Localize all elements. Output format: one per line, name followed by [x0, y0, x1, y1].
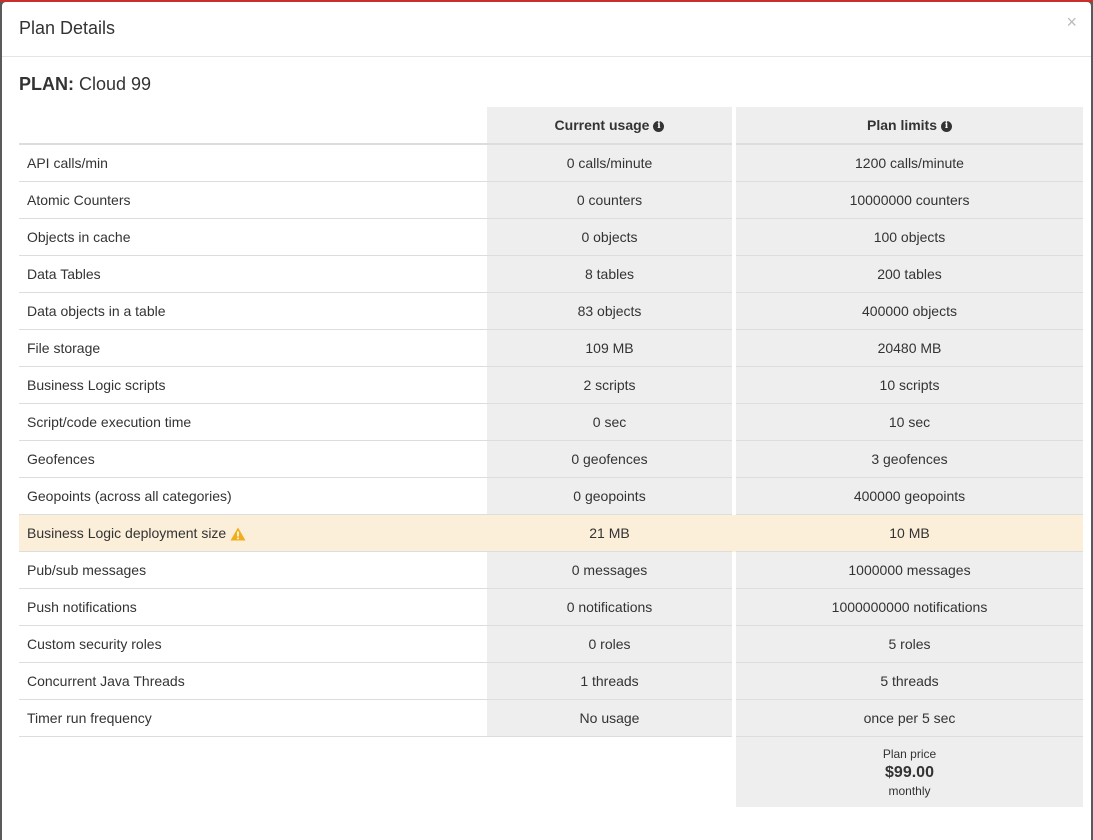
- row-current-usage: 0 geofences: [487, 441, 732, 478]
- row-current-usage: 2 scripts: [487, 367, 732, 404]
- modal-header: [2, 2, 1091, 57]
- table-row: [19, 145, 1083, 182]
- header-plan-limits: [736, 107, 1083, 145]
- row-name: [19, 330, 487, 367]
- row-current-usage: 0 calls/minute: [487, 145, 732, 182]
- row-name: [19, 256, 487, 293]
- table-row: [19, 330, 1083, 367]
- row-plan-limit: 400000 objects: [736, 293, 1083, 330]
- row-name-label: Data objects in a table: [27, 303, 166, 319]
- table-row: [19, 589, 1083, 626]
- row-plan-limit: 5 threads: [736, 663, 1083, 700]
- plan-limits-table: [19, 107, 1083, 807]
- row-plan-limit: 10000000 counters: [736, 182, 1083, 219]
- table-row: [19, 478, 1083, 515]
- row-current-usage: 0 objects: [487, 219, 732, 256]
- row-current-usage: 1 threads: [487, 663, 732, 700]
- table-row: [19, 256, 1083, 293]
- row-name-label: API calls/min: [27, 155, 108, 171]
- row-plan-limit: 10 sec: [736, 404, 1083, 441]
- row-current-usage: 0 sec: [487, 404, 732, 441]
- row-name: [19, 367, 487, 404]
- row-current-usage: 0 geopoints: [487, 478, 732, 515]
- row-name: [19, 478, 487, 515]
- row-plan-limit: 400000 geopoints: [736, 478, 1083, 515]
- row-name: [19, 589, 487, 626]
- row-name: [19, 293, 487, 330]
- row-name-label: Geopoints (across all categories): [27, 488, 232, 504]
- table-row: [19, 182, 1083, 219]
- row-plan-limit: 1200 calls/minute: [736, 145, 1083, 182]
- row-plan-limit: 20480 MB: [736, 330, 1083, 367]
- table-row: [19, 663, 1083, 700]
- row-name-label: Business Logic deployment size: [27, 524, 227, 541]
- row-name: [19, 145, 487, 182]
- table-row: [19, 700, 1083, 737]
- row-name-label: Timer run frequency: [27, 710, 152, 726]
- row-name-label: Push notifications: [27, 599, 137, 615]
- price-blank: [19, 737, 487, 807]
- row-name-label: Geofences: [27, 451, 95, 467]
- row-current-usage: No usage: [487, 700, 732, 737]
- row-current-usage: 21 MB: [487, 515, 732, 552]
- table-row: [19, 552, 1083, 589]
- row-plan-limit: 10 MB: [736, 515, 1083, 552]
- row-name: [19, 663, 487, 700]
- plan-details-modal: [2, 2, 1091, 840]
- table-row: [19, 293, 1083, 330]
- price-blank-current: [487, 737, 732, 807]
- row-current-usage: 0 notifications: [487, 589, 732, 626]
- modal-title: Plan Details: [19, 18, 116, 38]
- plan-price-value: $99.00: [885, 763, 934, 781]
- table-header-row: [19, 107, 1083, 145]
- row-name-label: Script/code execution time: [27, 414, 192, 430]
- table-row: [19, 515, 1083, 552]
- row-name: [19, 626, 487, 663]
- row-current-usage: 0 counters: [487, 182, 732, 219]
- plan-name: Cloud 99: [79, 74, 152, 94]
- row-name: [19, 404, 487, 441]
- row-name: [19, 515, 487, 552]
- price-row: [19, 737, 1083, 807]
- plan-label: PLAN:: [19, 74, 74, 94]
- table-row: [19, 626, 1083, 663]
- row-name: [19, 552, 487, 589]
- plan-price: [736, 737, 1083, 807]
- table-row: [19, 404, 1083, 441]
- row-name: [19, 219, 487, 256]
- table-row: [19, 441, 1083, 478]
- row-current-usage: 0 messages: [487, 552, 732, 589]
- header-current-label: Current usage: [554, 117, 650, 133]
- header-current-usage: [487, 107, 732, 145]
- row-name: [19, 700, 487, 737]
- close-icon[interactable]: ×: [1066, 12, 1077, 32]
- row-name-label: Concurrent Java Threads: [27, 673, 185, 689]
- row-plan-limit: 3 geofences: [736, 441, 1083, 478]
- header-limits-label: Plan limits: [866, 117, 938, 133]
- plan-name-line: [19, 74, 151, 95]
- row-name-label: Custom security roles: [27, 636, 162, 652]
- info-icon[interactable]: i: [941, 121, 952, 132]
- row-name-label: Atomic Counters: [27, 192, 131, 208]
- info-icon[interactable]: i: [653, 121, 664, 132]
- table-row: [19, 367, 1083, 404]
- plan-price-period: monthly: [888, 783, 931, 798]
- row-plan-limit: once per 5 sec: [736, 700, 1083, 737]
- row-plan-limit: 100 objects: [736, 219, 1083, 256]
- row-plan-limit: 1000000 messages: [736, 552, 1083, 589]
- row-name-label: Pub/sub messages: [27, 562, 147, 578]
- row-plan-limit: 5 roles: [736, 626, 1083, 663]
- row-plan-limit: 200 tables: [736, 256, 1083, 293]
- table-row: [19, 219, 1083, 256]
- plan-price-label: Plan price: [882, 746, 937, 761]
- row-plan-limit: 10 scripts: [736, 367, 1083, 404]
- row-current-usage: 8 tables: [487, 256, 732, 293]
- row-current-usage: 109 MB: [487, 330, 732, 367]
- header-blank: [19, 107, 487, 145]
- row-name-label: Objects in cache: [27, 229, 131, 245]
- row-current-usage: 83 objects: [487, 293, 732, 330]
- warning-triangle-icon: [230, 527, 246, 541]
- row-name: [19, 182, 487, 219]
- row-name-label: Data Tables: [27, 266, 101, 282]
- row-name: [19, 441, 487, 478]
- row-name-label: File storage: [27, 340, 101, 356]
- row-plan-limit: 1000000000 notifications: [736, 589, 1083, 626]
- row-name-label: Business Logic scripts: [27, 377, 166, 393]
- row-current-usage: 0 roles: [487, 626, 732, 663]
